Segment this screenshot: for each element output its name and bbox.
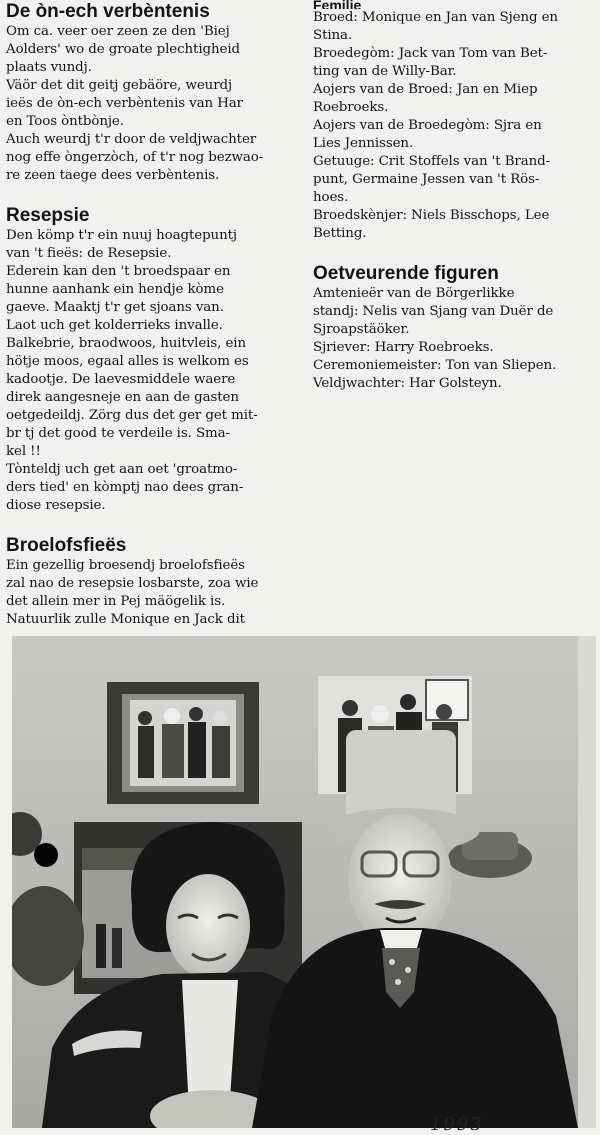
text-line: Auch weurdj t'r door de veldjwachter [6, 132, 257, 147]
text-line: Amtenieër van de Börgerlikke [313, 286, 515, 301]
text-line: gaeve. Maaktj t'r get sjoans van. [6, 300, 224, 315]
text-line: oetgedeildj. Zörg dus det ger get mit- [6, 408, 258, 423]
text-line: en Toos òntbònje. [6, 114, 124, 129]
text-line: Om ca. veer oer zeen ze den 'Biej [6, 24, 230, 39]
section-body-femilie [313, 9, 597, 243]
heading-femilie: Femilie [313, 0, 362, 9]
text-line: Natuurlik zulle Monique en Jack dit [6, 612, 245, 627]
text-line: Lies Jennissen. [313, 136, 414, 151]
section-body-figuren [313, 285, 597, 393]
text-line: kadootje. De laevesmiddele waere [6, 372, 236, 387]
text-line: Veldjwachter: Har Golsteyn. [313, 376, 502, 391]
text-line: Aojers van de Broedegòm: Sjra en [313, 118, 542, 133]
text-line: Aojers van de Broed: Jan en Miep [313, 82, 538, 97]
text-line: Balkebrie, braodwoos, huitvleis, ein [6, 336, 246, 351]
text-line: punt, Germaine Jessen van 't Rös- [313, 172, 540, 187]
left-column [6, 0, 298, 629]
text-line: Sjriever: Harry Roebroeks. [313, 340, 494, 355]
text-line: ting van de Willy-Bar. [313, 64, 457, 79]
text-line: re zeen taege dees verbèntenis. [6, 168, 220, 183]
text-line: Väör det dit geitj gebäöre, weurdj [6, 78, 233, 93]
text-line: nog effe òngerzòch, of t'r nog bezwao- [6, 150, 264, 165]
text-line: Broedskènjer: Niels Bisschops, Lee [313, 208, 550, 223]
text-line: Sjroapstäöker. [313, 322, 410, 337]
photo-caption: 1993 [430, 1114, 484, 1135]
section-body-broelofsfiees [6, 557, 298, 629]
text-line: plaats vundj. [6, 60, 92, 75]
heading-resepsie: Resepsie [6, 205, 90, 226]
section-body-resepsie [6, 227, 298, 515]
section-body-verbentenis [6, 23, 298, 185]
heading-broelofsfiees: Broelofsfieës [6, 535, 127, 556]
text-line: hötje moos, egaal alles is welkom es [6, 354, 249, 369]
text-line: Den kömp t'r ein nuuj hoagtepuntj [6, 228, 237, 243]
text-line: Roebroeks. [313, 100, 389, 115]
heading-on-ech-verbentenis: De òn-ech verbèntenis [6, 1, 210, 22]
heading-oetveurende-figuren: Oetveurende figuren [313, 263, 499, 284]
text-line: standj: Nelis van Sjang van Duër de [313, 304, 554, 319]
text-line: Ein gezellig broesendj broelofsfieës [6, 558, 245, 573]
text-line: zal nao de resepsie losbarste, zoa wie [6, 576, 259, 591]
text-line: Ceremoniemeister: Ton van Sliepen. [313, 358, 557, 373]
text-line: diose resepsie. [6, 498, 106, 513]
text-line: Laot uch get kolderrieks invalle. [6, 318, 223, 333]
text-line: ders tied' en kòmptj nao dees gran- [6, 480, 244, 495]
text-line: br tj det good te verdeile is. Sma- [6, 426, 230, 441]
text-line: van 't fieës: de Resepsie. [6, 246, 172, 261]
text-line: det allein mer in Pej mäögelik is. [6, 594, 226, 609]
text-line: Broed: Monique en Jan van Sjeng en [313, 10, 558, 25]
text-line: Getuuge: Crit Stoffels van 't Brand- [313, 154, 551, 169]
text-line: hoes. [313, 190, 349, 205]
wedding-photo [12, 636, 596, 1128]
text-line: Aolders' wo de groate plechtigheid [6, 42, 240, 57]
text-line: Ederein kan den 't broedspaar en [6, 264, 231, 279]
text-line: Broedegòm: Jack van Tom van Bet- [313, 46, 548, 61]
wedding-photo-image [12, 636, 596, 1128]
text-line: ieës de òn-ech verbèntenis van Har [6, 96, 243, 111]
text-line: Tònteldj uch get aan oet 'groatmo- [6, 462, 238, 477]
right-column [313, 0, 597, 393]
text-line: direk aangesneje en aan de gasten [6, 390, 239, 405]
text-line: Stina. [313, 28, 353, 43]
text-line: kel !! [6, 444, 41, 459]
text-line: Betting. [313, 226, 367, 241]
text-line: hunne aanhank ein hendje kòme [6, 282, 224, 297]
